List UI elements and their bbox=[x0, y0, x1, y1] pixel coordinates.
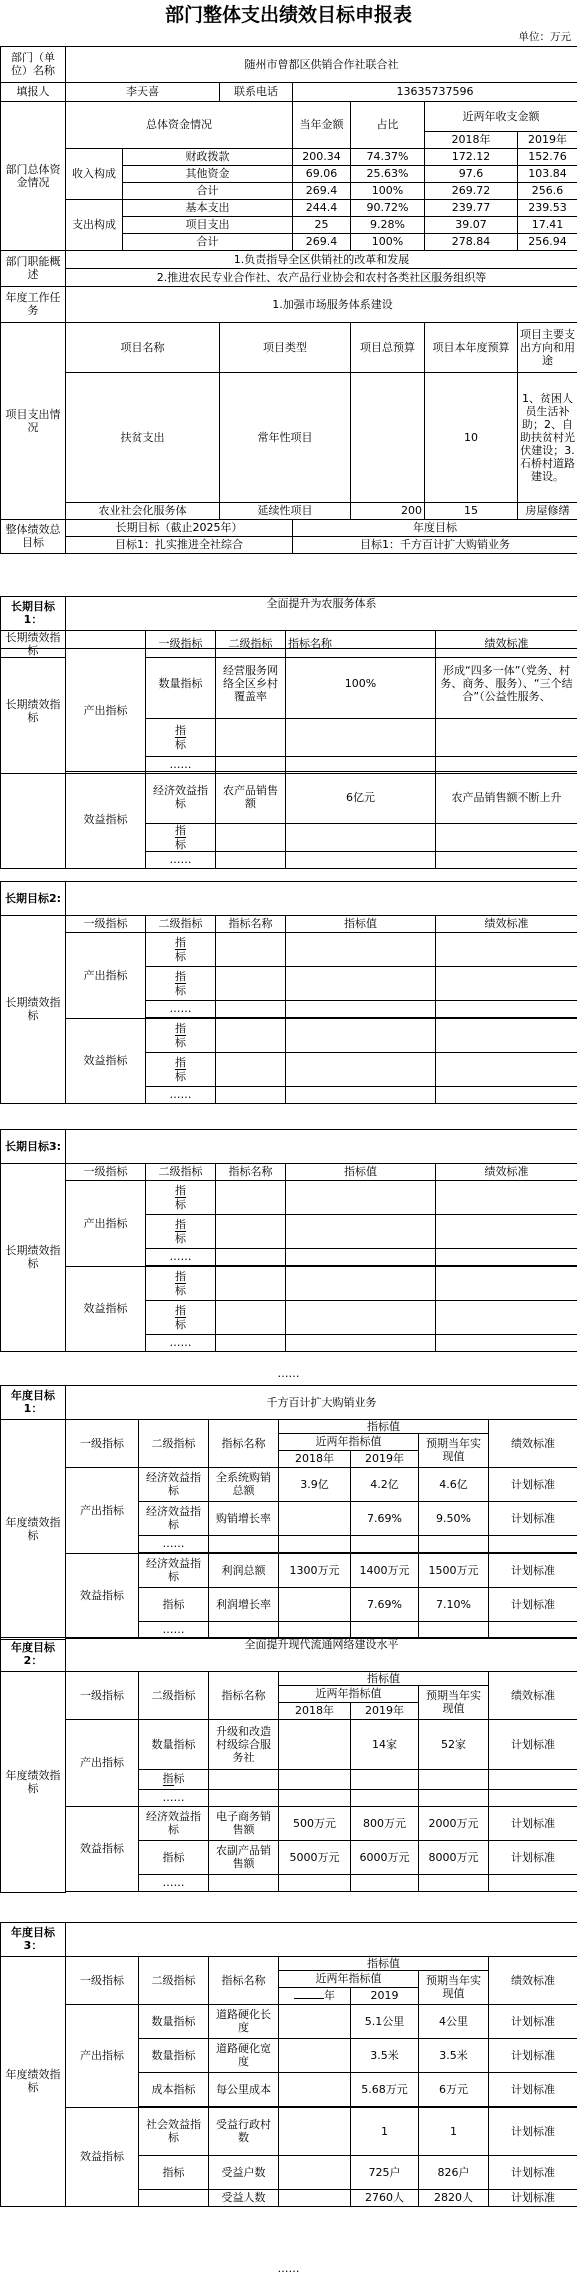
standard-value: 计划标准 bbox=[489, 2038, 577, 2072]
project-year: 10 bbox=[425, 372, 518, 502]
year-blank-header: 年 bbox=[279, 1987, 351, 2004]
standard-value: 计划标准 bbox=[489, 2107, 577, 2155]
more-dots: …… bbox=[139, 1621, 209, 1638]
income-ratio: 25.63% bbox=[351, 165, 425, 182]
level2-cell: 数量指标 bbox=[139, 2004, 209, 2038]
standard-value: 计划标准 bbox=[489, 1553, 577, 1587]
level2-header: 二级指标 bbox=[139, 1419, 209, 1467]
level2-cell: 数量指标 bbox=[146, 648, 216, 718]
level2-cell: 指 标 bbox=[146, 1214, 216, 1248]
project-name-header: 项目名称 bbox=[66, 322, 220, 372]
expense-2019: 17.41 bbox=[518, 216, 577, 233]
value-2019: 725户 bbox=[351, 2155, 419, 2189]
standard-header: 绩效标准 bbox=[436, 915, 577, 932]
year-2019-header: 2019年 bbox=[351, 1450, 419, 1467]
annual-goal-3-table bbox=[0, 1921, 577, 2207]
level1-header: 一级指标 bbox=[66, 1671, 139, 1719]
long-goal-1-value: 全面提升为农服务体系 bbox=[66, 596, 577, 630]
project-label: 项目支出情况 bbox=[1, 322, 66, 519]
more-dots: …… bbox=[146, 1248, 216, 1265]
annual-task-value: 1.加强市场服务体系建设 bbox=[66, 286, 577, 322]
expense-amount: 244.4 bbox=[293, 199, 351, 216]
level2-cell: 指 标 bbox=[146, 1052, 216, 1086]
unit-label: 单位：万元 bbox=[518, 31, 571, 43]
form-title: 部门整体支出绩效目标申报表 bbox=[164, 4, 412, 26]
indicator-value-header: 指标值 bbox=[286, 915, 436, 932]
value-2019: 1400万元 bbox=[351, 1553, 419, 1587]
basic-info-table bbox=[0, 45, 577, 554]
more-dots: …… bbox=[139, 1874, 209, 1891]
annual-goal-1-label: 年度目标1： bbox=[1, 1385, 66, 1419]
level1-header: 一级指标 bbox=[66, 1163, 146, 1180]
long-goal-3-table bbox=[0, 1128, 577, 1352]
effect-indicator: 效益指标 bbox=[66, 1553, 139, 1639]
output-indicator: 产出指标 bbox=[66, 1467, 139, 1553]
level2-cell: 指标 bbox=[139, 2155, 209, 2189]
level2-cell: 指 标 bbox=[146, 1180, 216, 1214]
project-total bbox=[351, 372, 425, 502]
project-year: 15 bbox=[425, 502, 518, 519]
project-type: 延续性项目 bbox=[220, 502, 351, 519]
level2-cell: 经济效益指标 bbox=[139, 1806, 209, 1840]
level2-cell: 社会效益指标 bbox=[139, 2107, 209, 2155]
level2-cell: 指标 bbox=[139, 1587, 209, 1621]
effect-indicator: 效益指标 bbox=[66, 2107, 139, 2206]
level2-header: 二级指标 bbox=[139, 1956, 209, 2004]
value-2018 bbox=[279, 1501, 351, 1535]
expected-value: 1500万元 bbox=[419, 1553, 489, 1587]
level1-header: 一级指标 bbox=[66, 915, 146, 932]
level2-header: 二级指标 bbox=[139, 1671, 209, 1719]
income-name: 合计 bbox=[123, 182, 293, 199]
expense-2018: 39.07 bbox=[425, 216, 518, 233]
income-name: 财政拨款 bbox=[123, 148, 293, 165]
income-label: 收入构成 bbox=[66, 148, 123, 199]
value-2019: 5.1公里 bbox=[351, 2004, 419, 2038]
year-2019-header: 2019年 bbox=[351, 1702, 419, 1719]
value-2019: 6000万元 bbox=[351, 1840, 419, 1874]
income-amount: 269.4 bbox=[293, 182, 351, 199]
indicator-value-header: 指标值 bbox=[279, 1419, 489, 1433]
level2-cell: 成本指标 bbox=[139, 2072, 209, 2106]
expected-value: 7.10% bbox=[419, 1587, 489, 1621]
level2-header: 二级指标 bbox=[146, 1163, 216, 1180]
standard-value: 计划标准 bbox=[489, 2072, 577, 2106]
indicator-name-header: 指标名称 bbox=[209, 1956, 279, 2004]
long-goal-1-effect-rows bbox=[0, 770, 577, 869]
total-2018: 278.84 bbox=[425, 233, 518, 250]
annual-block-label: 年度绩效指标 bbox=[1, 1956, 66, 2206]
indicator-name: 道路硬化长度 bbox=[209, 2004, 279, 2038]
expected-value: 9.50% bbox=[419, 1501, 489, 1535]
standard-header: 绩效标准 bbox=[436, 1163, 577, 1180]
recent-values-header: 近两年指标值 bbox=[279, 1433, 419, 1450]
indicator-name: 电子商务销售额 bbox=[209, 1806, 279, 1840]
income-name: 其他资金 bbox=[123, 165, 293, 182]
year-goal-header: 年度目标 bbox=[293, 519, 577, 536]
more-dots: …… bbox=[146, 851, 216, 868]
standard-value: 计划标准 bbox=[489, 1806, 577, 1840]
standard-value: 计划标准 bbox=[489, 2004, 577, 2038]
annual-goal-1-table bbox=[0, 1384, 577, 1640]
income-2018: 97.6 bbox=[425, 165, 518, 182]
overall-funds-header: 总体资金情况 bbox=[66, 101, 293, 148]
value-2018: 1300万元 bbox=[279, 1553, 351, 1587]
output-indicator: 产出指标 bbox=[66, 648, 146, 773]
value-2019: 14家 bbox=[351, 1719, 419, 1769]
project-type: 常年性项目 bbox=[220, 372, 351, 502]
standard-value: 形成“四多一体”（党务、村务、商务、服务）、“三个结合”（公益性服务、 bbox=[436, 648, 577, 718]
standard-value: 计划标准 bbox=[489, 1840, 577, 1874]
indicator-name: 农产品销售额 bbox=[216, 771, 286, 823]
value-2019: 4.2亿 bbox=[351, 1467, 419, 1501]
indicator-name: 农副产品销售额 bbox=[209, 1840, 279, 1874]
project-year-header: 项目本年度预算 bbox=[425, 322, 518, 372]
year-2018-header: 2018年 bbox=[279, 1702, 351, 1719]
annual-block-label: 年度绩效指标 bbox=[1, 1671, 66, 1892]
total-ratio: 100% bbox=[351, 233, 425, 250]
year-2019-header: 2019 bbox=[351, 1987, 419, 2004]
indicator-name: 受益户数 bbox=[209, 2155, 279, 2189]
duties-label: 部门职能概述 bbox=[1, 250, 66, 286]
indicator-name: 全系统购销总额 bbox=[209, 1467, 279, 1501]
indicator-name-header: 指标名称 bbox=[209, 1419, 279, 1467]
income-2019: 152.76 bbox=[518, 148, 577, 165]
more-dots: …… bbox=[146, 1000, 216, 1017]
project-use: 房屋修缮 bbox=[518, 502, 577, 519]
level2-header: 二级指标 bbox=[216, 630, 286, 657]
income-amount: 200.34 bbox=[293, 148, 351, 165]
level1-header: 一级指标 bbox=[66, 1956, 139, 2004]
effect-indicator: 效益指标 bbox=[66, 1806, 139, 1892]
year-2019-header: 2019年 bbox=[518, 131, 577, 148]
value-2019: 7.69% bbox=[351, 1587, 419, 1621]
level1-header: 一级指标 bbox=[146, 630, 216, 657]
level2-cell: 指 标 bbox=[146, 1266, 216, 1300]
level2-cell: 指标 bbox=[139, 1769, 209, 1789]
more-dots: …… bbox=[139, 1789, 209, 1806]
long-goal-2-label: 长期目标2: bbox=[1, 881, 66, 915]
expense-ratio: 90.72% bbox=[351, 199, 425, 216]
cur-amount-header: 当年金额 bbox=[293, 101, 351, 148]
value-2019: 2760人 bbox=[351, 2189, 419, 2206]
output-indicator: 产出指标 bbox=[66, 1719, 139, 1806]
indicator-value: 6亿元 bbox=[286, 771, 436, 823]
project-name: 扶贫支出 bbox=[66, 372, 220, 502]
long-block-label: 长期绩效指标 bbox=[1, 1163, 66, 1352]
output-indicator: 产出指标 bbox=[66, 932, 146, 1018]
project-use-header: 项目主要支出方向和用途 bbox=[518, 322, 577, 372]
standard-value: 计划标准 bbox=[489, 2189, 577, 2206]
filler-name: 李天喜 bbox=[66, 82, 220, 101]
long-block-label: 长期绩效指标 bbox=[1, 630, 66, 657]
long-goal-2-table bbox=[0, 880, 577, 1104]
duties-line-1: 1.负责指导全区供销社的改革和发展 bbox=[66, 250, 577, 268]
income-ratio: 74.37% bbox=[351, 148, 425, 165]
total-2019: 256.94 bbox=[518, 233, 577, 250]
annual-goal-2-value: 全面提升现代流通网络建设水平 bbox=[66, 1637, 577, 1671]
level2-cell: 指 标 bbox=[146, 1018, 216, 1052]
year-2018-header: 2018年 bbox=[279, 1450, 351, 1467]
annual-goal-2-table bbox=[0, 1636, 577, 1893]
annual-task-label: 年度工作任务 bbox=[1, 286, 66, 322]
expense-label: 支出构成 bbox=[66, 199, 123, 250]
income-2018: 269.72 bbox=[425, 182, 518, 199]
indicator-name-header: 指标名称 bbox=[286, 630, 436, 657]
expense-name: 基本支出 bbox=[123, 199, 293, 216]
level2-cell: 数量指标 bbox=[139, 2038, 209, 2072]
indicator-value: 100% bbox=[286, 648, 436, 718]
standard-header: 绩效标准 bbox=[489, 1671, 577, 1719]
level2-cell: 指 标 bbox=[146, 966, 216, 1000]
more-dots: …… bbox=[146, 1086, 216, 1103]
income-ratio: 100% bbox=[351, 182, 425, 199]
standard-value: 计划标准 bbox=[489, 1501, 577, 1535]
recent-header: 近两年收支金额 bbox=[425, 101, 577, 131]
total-label: 合计 bbox=[123, 233, 293, 250]
annual-goal-2-label: 年度目标2： bbox=[1, 1637, 66, 1671]
level2-cell bbox=[139, 2189, 209, 2206]
effect-indicator: 效益指标 bbox=[66, 771, 146, 868]
recent-values-header: 近两年指标值 bbox=[279, 1970, 419, 1987]
indicator-name-header: 指标名称 bbox=[216, 1163, 286, 1180]
level2-cell: 经济效益指标 bbox=[139, 1467, 209, 1501]
section-dots: …… bbox=[277, 1367, 300, 1380]
indicator-name: 受益行政村数 bbox=[209, 2107, 279, 2155]
value-2018: 5000万元 bbox=[279, 1840, 351, 1874]
expected-value: 2000万元 bbox=[419, 1806, 489, 1840]
expected-value-header: 预期当年实现值 bbox=[419, 1433, 489, 1467]
indicator-name: 受益人数 bbox=[209, 2189, 279, 2206]
value-2018 bbox=[279, 1719, 351, 1769]
annual-goal-3-label: 年度目标3： bbox=[1, 1922, 66, 1956]
recent-values-header: 近两年指标值 bbox=[279, 1685, 419, 1702]
ratio-header: 占比 bbox=[351, 101, 425, 148]
expected-value: 1 bbox=[419, 2107, 489, 2155]
standard-value: 计划标准 bbox=[489, 1467, 577, 1501]
level2-cell: 指标 bbox=[139, 1840, 209, 1874]
long-block-label: 长期绩效指标 bbox=[1, 915, 66, 1104]
annual-goal-1-value: 千方百计扩大购销业务 bbox=[66, 1385, 577, 1419]
annual-block-label: 年度绩效指标 bbox=[1, 1419, 66, 1639]
long-goal-1-label: 长期目标1： bbox=[1, 596, 66, 630]
phone-value: 13635737596 bbox=[293, 82, 577, 101]
standard-header: 绩效标准 bbox=[489, 1956, 577, 2004]
phone-label: 联系电话 bbox=[220, 82, 293, 101]
more-dots: …… bbox=[146, 756, 216, 773]
expected-value: 52家 bbox=[419, 1719, 489, 1769]
indicator-name: 利润总额 bbox=[209, 1553, 279, 1587]
indicator-name: 利润增长率 bbox=[209, 1587, 279, 1621]
level2-cell: 经济效益指标 bbox=[139, 1501, 209, 1535]
output-indicator: 产出指标 bbox=[66, 1180, 146, 1266]
total-amount: 269.4 bbox=[293, 233, 351, 250]
value-2019: 7.69% bbox=[351, 1501, 419, 1535]
expected-value: 6万元 bbox=[419, 2072, 489, 2106]
level2-cell: 指 标 bbox=[146, 1300, 216, 1334]
value-2019: 800万元 bbox=[351, 1806, 419, 1840]
long-block-label: 长期绩效指标 bbox=[1, 648, 66, 774]
expected-value: 2820人 bbox=[419, 2189, 489, 2206]
level2-cell: 经济效益指标 bbox=[146, 771, 216, 823]
funds-section-label: 部门总体资金情况 bbox=[1, 101, 66, 250]
overall-goal-label: 整体绩效总目标 bbox=[1, 519, 66, 553]
output-indicator: 产出指标 bbox=[66, 2004, 139, 2107]
long-goal-1-rows bbox=[0, 647, 577, 774]
indicator-name: 购销增长率 bbox=[209, 1501, 279, 1535]
more-dots: …… bbox=[139, 1535, 209, 1552]
income-amount: 69.06 bbox=[293, 165, 351, 182]
income-2019: 256.6 bbox=[518, 182, 577, 199]
indicator-name: 每公里成本 bbox=[209, 2072, 279, 2106]
expected-value: 8000万元 bbox=[419, 1840, 489, 1874]
project-name: 农业社会化服务体 bbox=[66, 502, 220, 519]
level1-header: 一级指标 bbox=[66, 1419, 139, 1467]
expected-value: 3.5米 bbox=[419, 2038, 489, 2072]
expected-value-header: 预期当年实现值 bbox=[419, 1970, 489, 2004]
standard-value: 计划标准 bbox=[489, 2155, 577, 2189]
standard-value: 农产品销售额不断上升 bbox=[436, 771, 577, 823]
indicator-name: 经营服务网络全区乡村覆盖率 bbox=[216, 648, 286, 718]
value-2019: 3.5米 bbox=[351, 2038, 419, 2072]
expense-ratio: 9.28% bbox=[351, 216, 425, 233]
standard-header: 绩效标准 bbox=[436, 630, 577, 657]
value-2019: 5.68万元 bbox=[351, 2072, 419, 2106]
expense-2019: 239.53 bbox=[518, 199, 577, 216]
indicator-name: 升级和改造村级综合服务社 bbox=[209, 1719, 279, 1769]
level2-header: 二级指标 bbox=[146, 915, 216, 932]
expected-value-header: 预期当年实现值 bbox=[419, 1685, 489, 1719]
indicator-name-header: 指标名称 bbox=[209, 1671, 279, 1719]
long-goal-value: 目标1：扎实推进全社综合 bbox=[66, 536, 293, 553]
income-2019: 103.84 bbox=[518, 165, 577, 182]
value-2019: 1 bbox=[351, 2107, 419, 2155]
indicator-name-header: 指标名称 bbox=[216, 915, 286, 932]
year-2018-header: 2018年 bbox=[425, 131, 518, 148]
effect-indicator: 效益指标 bbox=[66, 1266, 146, 1352]
effect-indicator: 效益指标 bbox=[66, 1018, 146, 1104]
level2-cell: 指 标 bbox=[146, 932, 216, 966]
more-dots: …… bbox=[146, 1334, 216, 1351]
expense-name: 项目支出 bbox=[123, 216, 293, 233]
indicator-name: 道路硬化宽度 bbox=[209, 2038, 279, 2072]
indicator-value-header: 指标值 bbox=[286, 1163, 436, 1180]
level2-cell: 经济效益指标 bbox=[139, 1553, 209, 1587]
standard-value: 计划标准 bbox=[489, 1587, 577, 1621]
expected-value: 4.6亿 bbox=[419, 1467, 489, 1501]
level2-cell: 数量指标 bbox=[139, 1719, 209, 1769]
end-dots: …… bbox=[277, 2262, 300, 2275]
year-goal-value: 目标1：千方百计扩大购销业务 bbox=[293, 536, 577, 553]
standard-value: 计划标准 bbox=[489, 1719, 577, 1769]
long-goal-header: 长期目标（截止2025年） bbox=[66, 519, 293, 536]
level2-cell: 指 标 bbox=[146, 718, 216, 756]
value-2018: 500万元 bbox=[279, 1806, 351, 1840]
project-total: 200 bbox=[351, 502, 425, 519]
level2-cell: 指 标 bbox=[146, 823, 216, 851]
expected-value: 4公里 bbox=[419, 2004, 489, 2038]
project-use: 1、贫困人员生活补助；2、自助扶贫村光伏建设；3.石桥村道路建设。 bbox=[518, 372, 577, 502]
duties-line-2: 2.推进农民专业合作社、农产品行业协会和农村各类社区服务组织等 bbox=[66, 268, 577, 286]
dept-name: 随州市曾都区供销合作社联合社 bbox=[66, 46, 577, 82]
value-2018: 3.9亿 bbox=[279, 1467, 351, 1501]
project-type-header: 项目类型 bbox=[220, 322, 351, 372]
expense-2018: 239.77 bbox=[425, 199, 518, 216]
standard-header: 绩效标准 bbox=[489, 1419, 577, 1467]
filler-label: 填报人 bbox=[1, 82, 66, 101]
income-2018: 172.12 bbox=[425, 148, 518, 165]
value-2018 bbox=[279, 1587, 351, 1621]
dept-label: 部门（单位）名称 bbox=[1, 46, 66, 82]
long-goal-3-label: 长期目标3: bbox=[1, 1129, 66, 1163]
project-total-header: 项目总预算 bbox=[351, 322, 425, 372]
indicator-value-header: 指标值 bbox=[279, 1956, 489, 1970]
indicator-value-header: 指标值 bbox=[279, 1671, 489, 1685]
expense-amount: 25 bbox=[293, 216, 351, 233]
expected-value: 826户 bbox=[419, 2155, 489, 2189]
